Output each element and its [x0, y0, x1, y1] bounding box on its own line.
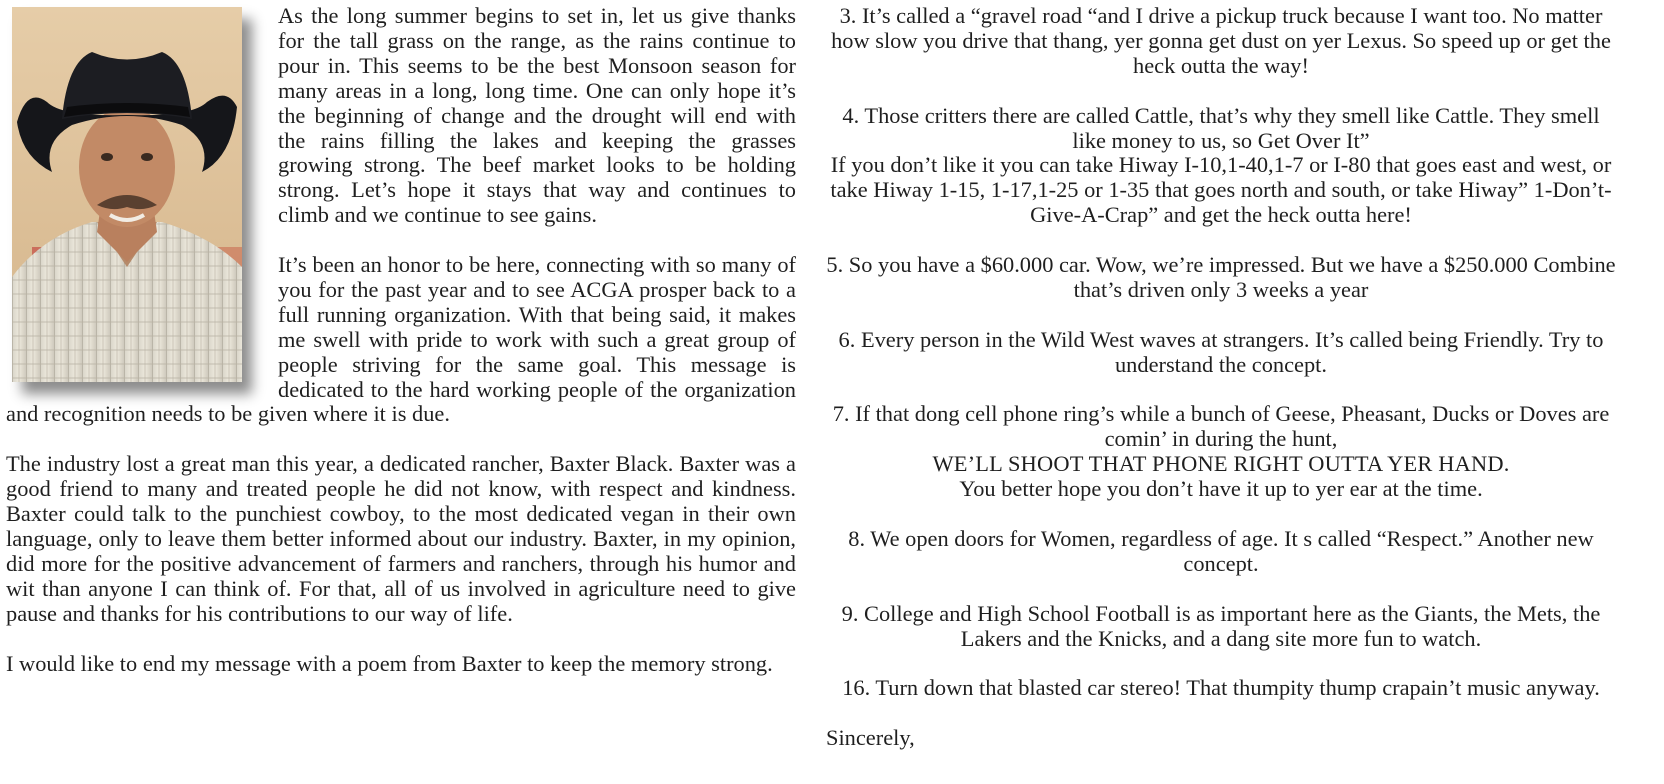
list-item-8: 8. We open doors for Women, regardless of age. It s called “Respect.” Another new concept.: [848, 525, 1594, 576]
signoff: Sincerely,: [826, 725, 915, 751]
list-item-5: 5. So you have a $60.000 car. Wow, we’re impressed. But we have a $250.000 Combine that’s driven only 3 weeks a year: [826, 252, 1616, 302]
portrait-cowboy-hat-photo-icon: [12, 7, 242, 382]
portrait-photo: [12, 7, 242, 382]
list-item-7-tail: You better hope you don’t have it up to yer ear at the time.: [959, 476, 1483, 502]
list-item-7-caps: WE’LL SHOOT THAT PHONE RIGHT OUTTA YER HAND.: [932, 451, 1510, 477]
right-column: [826, 4, 1616, 776]
closing-poem-paragraph: I would like to end my message with a poem from Baxter to keep the memory strong.: [6, 650, 773, 676]
list-item-4-hiway: If you don’t like it you can take Hiway I-10,1-40,1-7 or I-80 that goes east and west, or take Hiway 1-15, 1-17,1-25 or 1-35 that goes north and south, or take Hiway” 1-Don’t-Give-A-Crap” and get the heck outta here!: [830, 152, 1612, 228]
list-item-6: 6. Every person in the Wild West waves at strangers. It’s called being Friendly. Try to understand the concept.: [838, 326, 1604, 377]
list-item-4: 4. Those critters there are called Cattle, that’s why they smell like Cattle. They smell like money to us, so Get Over It”: [842, 102, 1600, 153]
list-item-9: 9. College and High School Football is as important here as the Giants, the Mets, the Lakers and the Knicks, and a dang site more fun to watch.: [841, 600, 1601, 651]
baxter-black-paragraph: The industry lost a great man this year, a dedicated rancher, Baxter Black. Baxter was a good friend to many and treated people he did not know, with respect and kindness. Baxter could talk to the punchiest cowboy, to the most dedicated vegan in their own language, only to leave them better informed about our industry. Baxter, in my opinion, did more for the positive advancement of farmers and ranchers, through his humor and wit than anyone I can think of. For that, all of us involved in agriculture need to give pause and thanks for his contributions to our way of life.: [6, 451, 796, 626]
list-item-3: 3. It’s called a “gravel road “and I drive a pickup truck because I want too. No matter how slow you drive that thang, yer gonna get dust on yer Lexus. So speed up or get the heck outta the way!: [831, 3, 1611, 78]
list-item-7: 7. If that dong cell phone ring’s while a bunch of Geese, Pheasant, Ducks or Doves are comin’ in during the hunt,: [832, 401, 1610, 452]
list-item-16: 16. Turn down that blasted car stereo! That thumpity thump crapain’t music anyway.: [842, 675, 1600, 701]
left-column: [6, 4, 796, 701]
honor-paragraph: It’s been an honor to be here, connecting with so many of you for the past year and to see ACGA prosper back to a full running organization. With that being said, it makes me swell with pride to work with such a great group of people striving for the same goal. This message is dedicated to the hard working people of the organization and recognition needs to be given where it is due.: [6, 252, 796, 427]
intro-paragraph: As the long summer begins to set in, let us give thanks for the tall grass on the range, as the rains continue to pour in. This seems to be the best Monsoon season for many areas in a long, long time. One can only hope it’s the beginning of change and the drought will end with the rains filling the lakes and keeping the grasses growing strong. The beef market looks to be holding strong. Let’s hope it stays that way and continues to climb and we continue to see gains.: [278, 3, 796, 228]
